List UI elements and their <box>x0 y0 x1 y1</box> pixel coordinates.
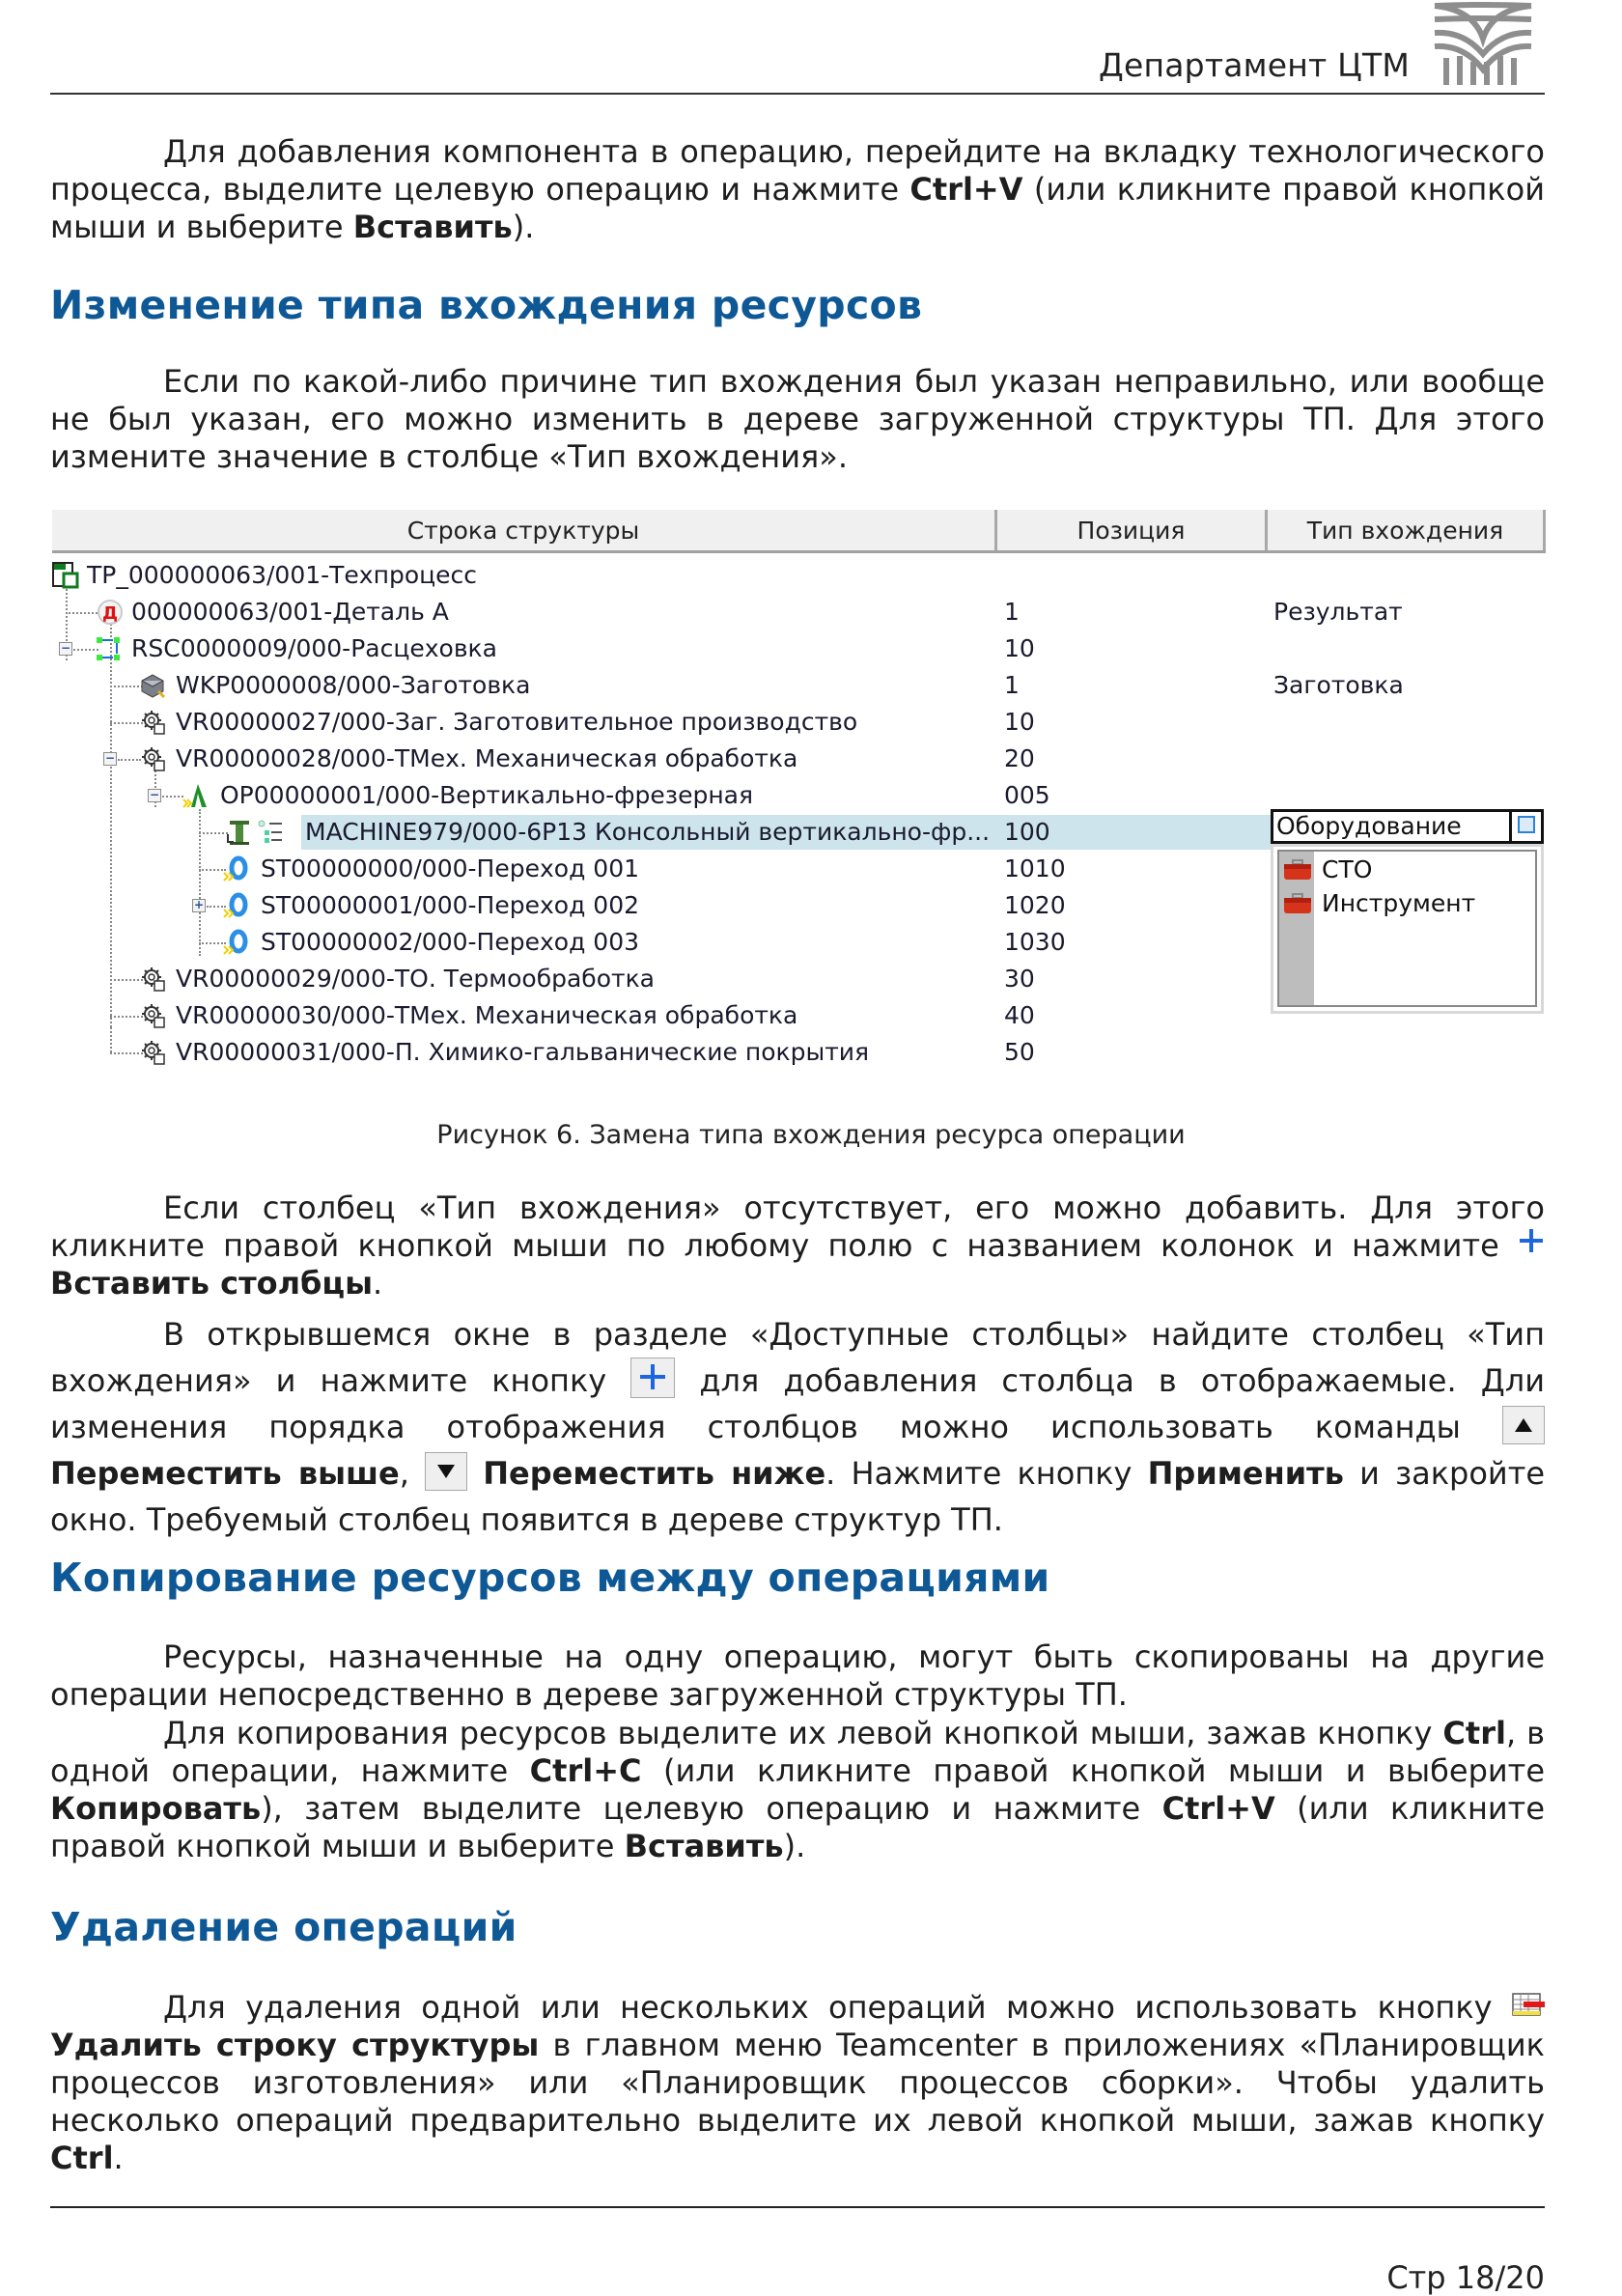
ctm-logo-icon <box>1425 0 1541 87</box>
tree-row[interactable] <box>52 778 1546 813</box>
row-position: 40 <box>1004 1001 1035 1029</box>
row-position: 10 <box>1004 634 1035 662</box>
row-name: RSC0000009/000-Расцеховка <box>131 634 497 662</box>
paragraph-paste-component: Для добавления компонента в операцию, перейдите на вкладку технологического процесса, выделите целевую операцию и нажмите Ctrl+V (или кликните правой кнопкой мыши и выберите Вставить). <box>50 133 1546 245</box>
column-header-occurrence-type[interactable]: Тип вхождения <box>1268 510 1546 550</box>
heading-delete-operations: Удаление операций <box>50 1904 517 1950</box>
add-column-button-icon <box>630 1358 675 1398</box>
row-name: ST00000001/000-Переход 002 <box>261 891 640 919</box>
part-d-icon <box>97 599 124 626</box>
tree-connector <box>199 832 228 834</box>
gear-op-icon <box>139 745 166 772</box>
tree-row[interactable] <box>52 705 1546 740</box>
operation-icon <box>182 782 209 809</box>
step-icon <box>222 892 249 919</box>
expand-toggle[interactable]: + <box>193 898 205 911</box>
row-name: TP_000000063/001-Техпроцесс <box>87 561 478 589</box>
row-name: VR00000028/000-ТМех. Механическая обработка <box>176 744 798 772</box>
paragraph-insert-columns: Если столбец «Тип вхождения» отсутствует, его можно добавить. Для этого кликните правой кнопкой мыши по любому полю с названием колонок и нажмите Вставить столбцы. <box>50 1190 1545 1302</box>
step-icon <box>222 855 249 882</box>
paragraph-copy-instructions: Для копирования ресурсов выделите их левой кнопкой мыши, зажав кнопку Ctrl, в одной операции, нажмите Ctrl+C (или кликните правой кнопкой мыши и выберите Копировать), затем выделите целевую операцию и нажмите Ctrl+V (или кликните правой кнопкой мыши и выберите Вставить). <box>50 1715 1546 1864</box>
row-name: OP00000001/000-Вертикально-фрезерная <box>220 781 754 809</box>
svg-text:Д: Д <box>101 603 119 624</box>
tree-connector <box>162 796 183 798</box>
toolbox-icon <box>1283 859 1312 881</box>
row-name: MACHINE979/000-6Р13 Консольный вертикально-фр... <box>305 818 991 846</box>
tree-row[interactable] <box>52 558 1546 593</box>
combobox-value: Оборудование <box>1276 812 1462 840</box>
collapse-toggle[interactable]: − <box>149 788 160 801</box>
tree-connector <box>110 1016 143 1018</box>
heading-copy-resources: Копирование ресурсов между операциями <box>50 1554 1050 1601</box>
row-position: 100 <box>1004 818 1050 846</box>
row-position: 1 <box>1004 598 1020 626</box>
tree-row[interactable] <box>52 631 1546 666</box>
move-up-button-icon <box>1502 1406 1545 1444</box>
occurrence-type-dropdown-list <box>1271 844 1544 1014</box>
move-down-button-icon <box>425 1452 467 1491</box>
tree-connector <box>110 686 143 687</box>
heading-change-occurrence-type: Изменение типа вхождения ресурсов <box>50 282 923 328</box>
dropdown-button[interactable] <box>1509 812 1541 841</box>
tree-connector <box>118 759 141 761</box>
row-position: 1030 <box>1004 928 1066 956</box>
row-position: 1020 <box>1004 891 1066 919</box>
row-name: VR00000029/000-ТО. Термообработка <box>176 965 655 993</box>
row-position: 1 <box>1004 671 1020 699</box>
tree-row[interactable] <box>52 595 1546 630</box>
row-name: WKP0000008/000-Заготовка <box>176 671 531 699</box>
gear-op-icon <box>139 709 166 736</box>
row-name: ST00000002/000-Переход 003 <box>261 928 640 956</box>
tree-row[interactable] <box>52 668 1546 703</box>
paragraph-delete-operations: Для удаления одной или нескольких операций можно использовать кнопку Удалить строку структуры в главном меню Teamcenter в приложениях «Планировщик процессов изготовления» или «Планировщик процессов сборки». Чтобы удалить несколько операций предварительно выделите их левой кнопкой мыши, зажав кнопку Ctrl. <box>50 1989 1546 2176</box>
collapse-toggle[interactable]: − <box>60 641 71 655</box>
occurrence-type-combobox[interactable] <box>1271 809 1544 844</box>
page-number: Стр 18/20 <box>1386 2259 1545 2296</box>
column-header-position[interactable]: Позиция <box>997 510 1268 550</box>
tree-connector <box>110 979 143 981</box>
process-plan-icon <box>52 562 79 589</box>
row-occurrence-type[interactable]: Заготовка <box>1273 671 1404 699</box>
row-position: 50 <box>1004 1038 1035 1066</box>
tree-row[interactable] <box>52 742 1546 776</box>
collapse-toggle[interactable]: − <box>104 751 116 765</box>
paragraph-change-type: Если по какой-либо причине тип вхождения был указан неправильно, или вообще не был указан, его можно изменить в дереве загруженной структуры ТП. Для этого измените значение в столбце «Тип вхождения». <box>50 363 1545 475</box>
row-position: 20 <box>1004 744 1035 772</box>
plus-icon <box>1518 1227 1545 1254</box>
row-position: 005 <box>1004 781 1050 809</box>
routing-icon <box>95 635 122 662</box>
row-position: 30 <box>1004 965 1035 993</box>
tree-connector <box>110 1027 112 1052</box>
toolbox-icon <box>1283 893 1312 914</box>
row-name: ST00000000/000-Переход 001 <box>261 854 640 882</box>
row-name: VR00000030/000-ТМех. Механическая обработка <box>176 1001 798 1029</box>
gear-op-icon <box>139 1002 166 1029</box>
gear-op-icon <box>139 1039 166 1066</box>
row-position: 1010 <box>1004 854 1066 882</box>
tree-connector <box>110 722 143 724</box>
structure-list-icon <box>257 819 284 846</box>
tree-connector <box>110 1052 143 1054</box>
workpiece-icon <box>139 672 166 699</box>
row-name: VR00000031/000-П. Химико-гальванические покрытия <box>176 1038 870 1066</box>
machine-icon <box>226 819 253 846</box>
row-name: VR00000027/000-Заг. Заготовительное производство <box>176 708 858 736</box>
row-position: 10 <box>1004 708 1035 736</box>
structure-tree-table <box>52 510 1546 1074</box>
gear-op-icon <box>139 966 166 993</box>
delete-structure-row-icon <box>1512 1993 1545 2018</box>
tree-row[interactable] <box>52 1035 1546 1070</box>
footer-divider <box>50 2206 1545 2208</box>
dropdown-option-tool[interactable]: Инструмент <box>1322 889 1476 917</box>
column-header-structure-line[interactable]: Строка структуры <box>52 510 997 550</box>
chevron-down-icon <box>1518 816 1535 833</box>
row-occurrence-type[interactable]: Результат <box>1273 598 1403 626</box>
header-divider <box>50 93 1545 95</box>
tree-connector <box>66 612 100 614</box>
step-icon <box>222 929 249 956</box>
paragraph-available-columns: В открывшемся окне в разделе «Доступные столбцы» найдите столбец «Тип вхождения» и нажмите кнопку для добавления столбца в отображаемые. Дли изменения порядка отображения столбцов можно использовать команды Переместить выше, Переместить ниже. Нажмите кнопку Применить и закройте окно. Требуемый столбец появится в дереве структур ТП. <box>50 1316 1546 1538</box>
figure-caption: Рисунок 6. Замена типа вхождения ресурса операции <box>436 1120 1186 1150</box>
row-name: 000000063/001-Деталь А <box>131 598 449 626</box>
table-header <box>52 510 1546 553</box>
department-title: Департамент ЦТМ <box>1098 46 1410 84</box>
dropdown-option-sto[interactable]: СТО <box>1322 855 1373 883</box>
paragraph-copy-resources: Ресурсы, назначенные на одну операцию, могут быть скопированы на другие операции непосредственно в дереве загруженной структуры ТП. <box>50 1638 1545 1713</box>
